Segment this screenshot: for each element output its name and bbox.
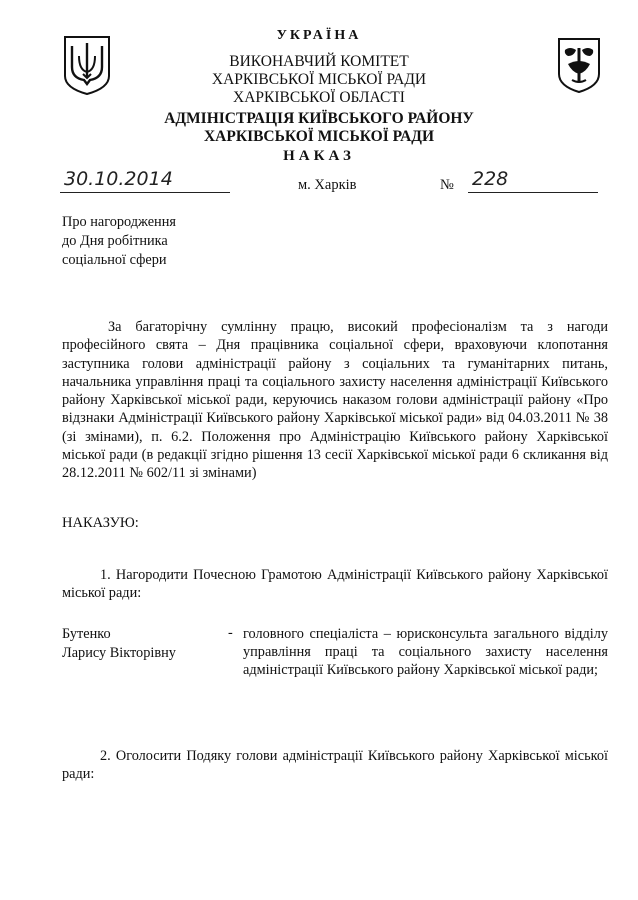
subject-block [62,213,202,270]
item-2: 2. Оголосити Подяку голови адміністрації Київського району Харківської міської ради: [62,748,608,783]
subject-line-1: Про нагородження [62,214,176,230]
number-prefix: № [440,177,454,193]
committee-line-3: ХАРКІВСЬКОЇ ОБЛАСТІ [233,89,405,106]
preamble: За багаторічну сумлінну працю, високий професіоналізм та з нагоди професійного свята – Дня працівника соціальної сфери, враховуючи клопотання заступника голови адміністрації району з соціальних та гуманітарних питань, начальника управління праці та соціального захисту населення адміністрації Київського району Харківської міської ради, керуючись наказом голови адміністрації району «Про відзнаки Адміністрації Київського району Харківської міської ради» від 04.03.2011 № 38 (зі змінами), п. 6.2. Положення про Адміністрацію Київського району Харківської міської ради (в редакції згідно рішення 13 сесії Харківської міської ради 6 скликання від 28.12.2011 № 602/11 зі змінами) [62,319,608,482]
date-value: 30.10.2014 [64,168,173,190]
administration-line-1: АДМІНІСТРАЦІЯ КИЇВСЬКОГО РАЙОНУ [164,110,474,127]
date-field [60,170,230,193]
committee-line-1: ВИКОНАВЧИЙ КОМІТЕТ [229,53,409,70]
committee-line-2: ХАРКІВСЬКОЇ МІСЬКОЇ РАДИ [211,71,427,88]
awardee-dash: - [228,625,233,641]
awardee-surname: Бутенко [62,626,111,642]
subject-line-3: соціальної сфери [62,252,167,268]
awardee-position: головного спеціаліста – юрисконсульта загального відділу управління праці та соціального захисту населення адміністрації Київського району Харківської міської ради; [243,626,608,678]
document-type: НАКАЗ [283,148,355,164]
number-value: 228 [472,168,509,190]
item-1: 1. Нагородити Почесною Грамотою Адміністрації Київського району Харківської міської ради: [62,567,608,602]
number-field [468,170,598,193]
city: м. Харків [298,177,357,193]
subject-line-2: до Дня робітника [62,233,168,249]
order-word: НАКАЗУЮ: [62,515,139,531]
country-title: УКРАЇНА [276,28,362,43]
awardee-name [62,625,176,663]
administration-line-2: ХАРКІВСЬКОЇ МІСЬКОЇ РАДИ [203,128,435,145]
awardee-first-name: Ларису Вікторівну [62,645,176,661]
